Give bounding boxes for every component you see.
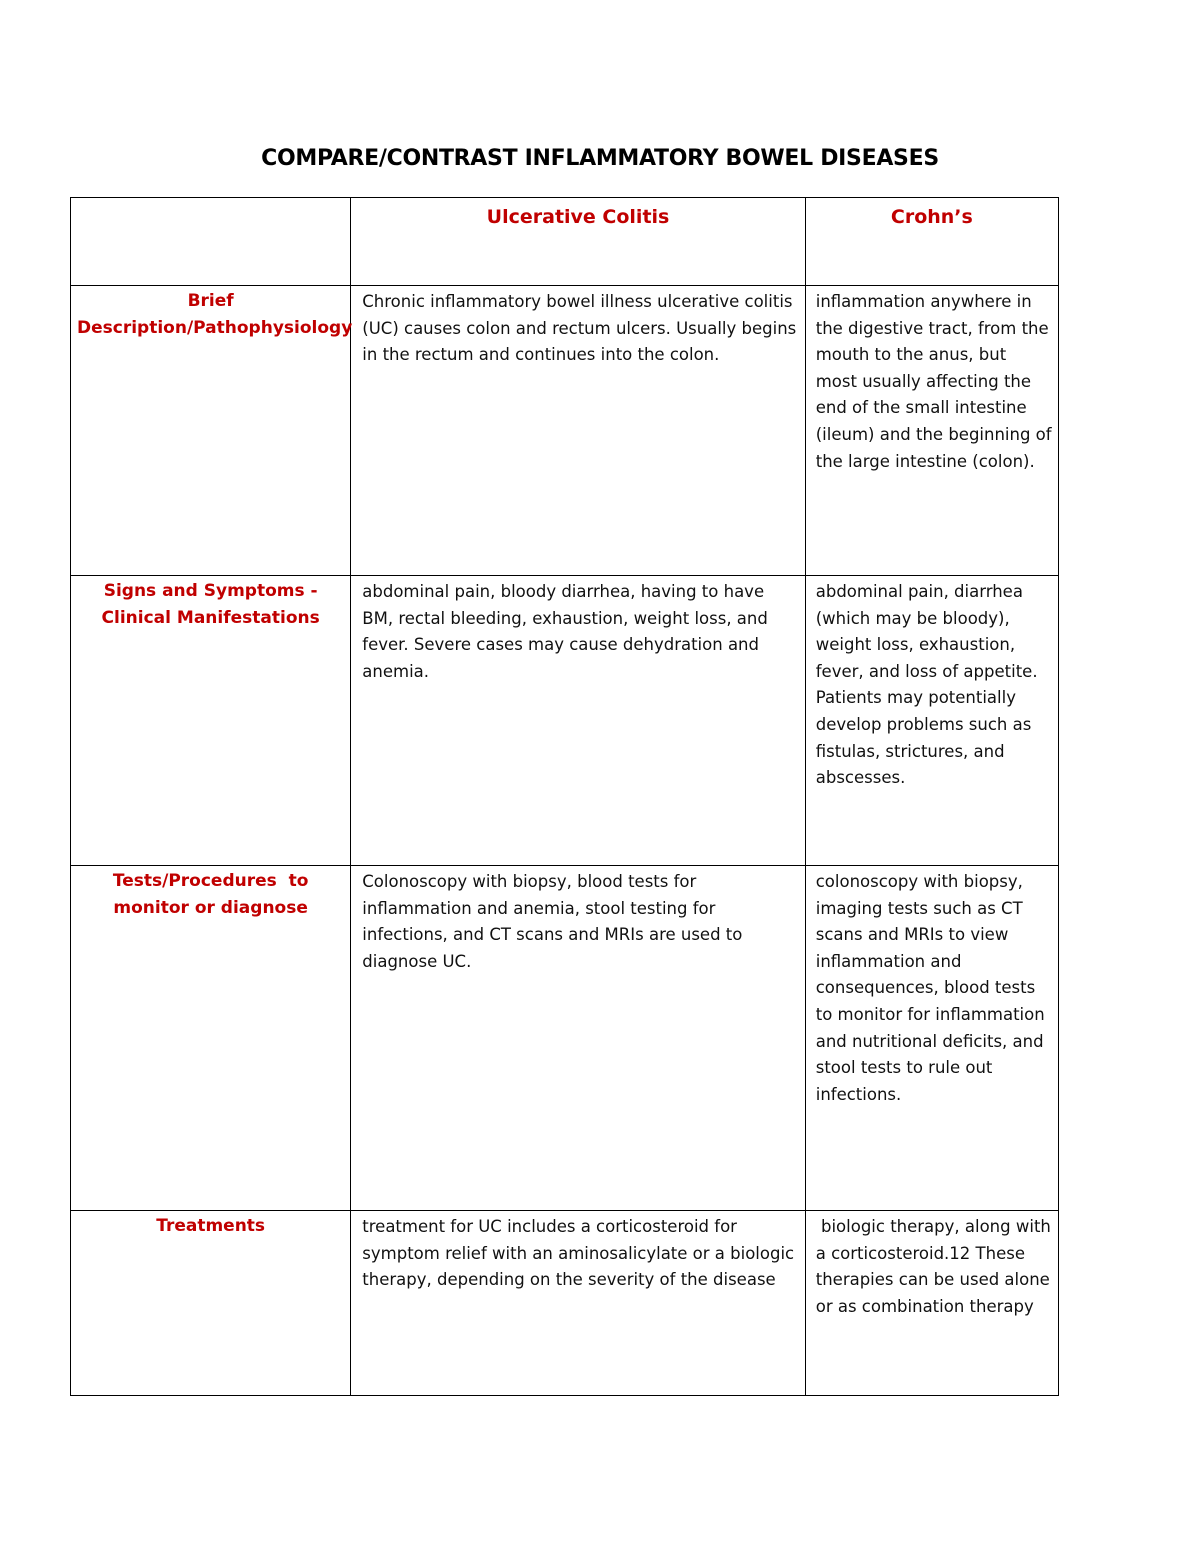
comparison-table [70, 197, 1059, 1396]
uc-treatments-cell: treatment for UC includes a corticosteroid for symptom relief with an aminosalicylate or a biologic therapy, depending on the severity of the disease [351, 1211, 805, 1396]
row-label-signs-symptoms: Signs and Symptoms - Clinical Manifestations [71, 576, 351, 866]
table-header-row [71, 198, 1059, 286]
table-row [71, 286, 1059, 576]
uc-description-cell: Chronic inflammatory bowel illness ulcerative colitis (UC) causes colon and rectum ulcers. Usually begins in the rectum and continues into the colon. [351, 286, 805, 576]
header-ulcerative-colitis: Ulcerative Colitis [351, 198, 805, 286]
uc-signs-cell: abdominal pain, bloody diarrhea, having to have BM, rectal bleeding, exhaustion, weight loss, and fever. Severe cases may cause dehydration and anemia. [351, 576, 805, 866]
row-label-tests-procedures: Tests/Procedures to monitor or diagnose [71, 866, 351, 1211]
row-label-treatments: Treatments [71, 1211, 351, 1396]
crohns-description-cell: inflammation anywhere in the digestive tract, from the mouth to the anus, but most usually affecting the end of the small intestine (ileum) and the beginning of the large intestine (colon). [805, 286, 1058, 576]
uc-tests-cell: Colonoscopy with biopsy, blood tests for inflammation and anemia, stool testing for infections, and CT scans and MRIs are used to diagnose UC. [351, 866, 805, 1211]
table-row [71, 866, 1059, 1211]
row-label-description: Brief Description/Pathophysiology [71, 286, 351, 576]
table-row [71, 1211, 1059, 1396]
crohns-signs-cell: abdominal pain, diarrhea (which may be bloody), weight loss, exhaustion, fever, and loss of appetite. Patients may potentially develop problems such as fistulas, strictures, and abscesses. [805, 576, 1058, 866]
table-row [71, 576, 1059, 866]
header-crohns: Crohn’s [805, 198, 1058, 286]
header-empty-cell [71, 198, 351, 286]
crohns-tests-cell: colonoscopy with biopsy, imaging tests such as CT scans and MRIs to view inflammation and consequences, blood tests to monitor for inflammation and nutritional deficits, and stool tests to rule out infections. [805, 866, 1058, 1211]
page-title: COMPARE/CONTRAST INFLAMMATORY BOWEL DISEASES [261, 146, 939, 171]
crohns-treatments-cell: biologic therapy, along with a corticosteroid.12 These therapies can be used alone or as combination therapy [805, 1211, 1058, 1396]
